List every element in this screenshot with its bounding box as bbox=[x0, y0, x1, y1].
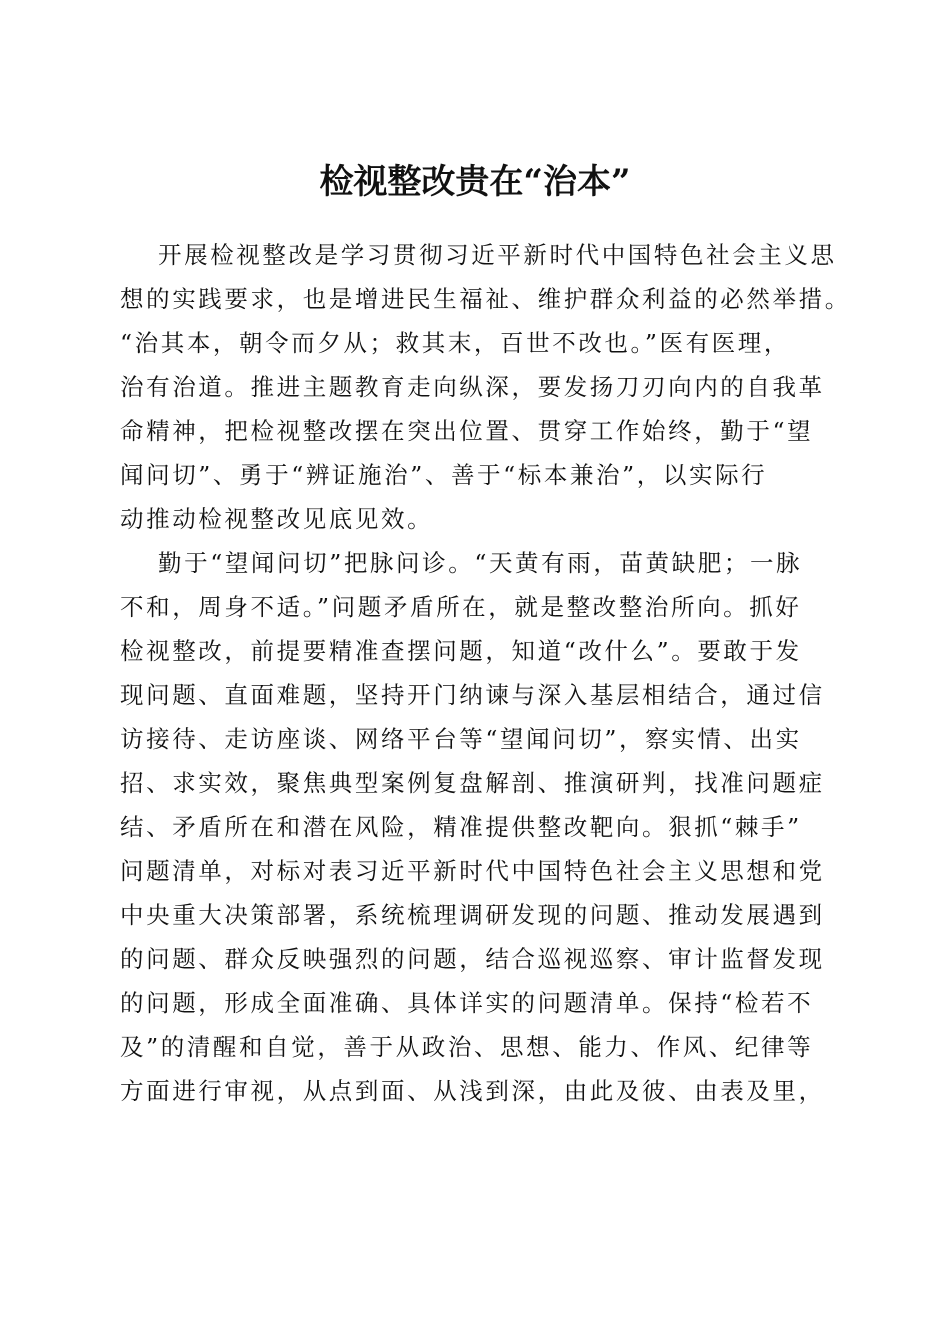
paragraph-line: 动推动检视整改见底见效。 bbox=[120, 505, 434, 533]
paragraph-line: 方面进行审视，从点到面、从浅到深，由此及彼、由表及里， bbox=[120, 1077, 825, 1105]
paragraph-line: 命精神，把检视整改摆在突出位置、贯穿工作始终，勤于“望 bbox=[120, 417, 814, 445]
paragraph-line: 中央重大决策部署，系统梳理调研发现的问题、推动发展遇到 bbox=[120, 901, 825, 929]
paragraph-line: “治其本，朝令而夕从；救其末，百世不改也。”医有医理， bbox=[120, 329, 790, 357]
paragraph-line: 问题清单，对标对表习近平新时代中国特色社会主义思想和党 bbox=[120, 857, 825, 885]
paragraph-line: 访接待、走访座谈、网络平台等“望闻问切”，察实情、出实 bbox=[120, 725, 802, 753]
paragraph-line: 治有治道。推进主题教育走向纵深，要发扬刀刃向内的自我革 bbox=[120, 373, 825, 401]
paragraph-line: 想的实践要求，也是增进民生福祉、维护群众利益的必然举措。 bbox=[120, 285, 851, 313]
paragraph-1 bbox=[120, 233, 851, 541]
paragraph-line: 的问题、群众反映强烈的问题，结合巡视巡察、审计监督发现 bbox=[120, 945, 825, 973]
paragraph-line: 现问题、直面难题，坚持开门纳谏与深入基层相结合，通过信 bbox=[120, 681, 825, 709]
document-title: 检视整改贵在“治本” bbox=[319, 161, 631, 202]
paragraph-line: 不和，周身不适。”问题矛盾所在，就是整改整治所向。抓好 bbox=[120, 593, 802, 621]
paragraph-2 bbox=[120, 541, 832, 1113]
document-body bbox=[120, 233, 851, 1113]
paragraph-line: 及”的清醒和自觉，善于从政治、思想、能力、作风、纪律等 bbox=[120, 1033, 814, 1061]
paragraph-line: 勤于“望闻问切”把脉问诊。“天黄有雨，苗黄缺肥；一脉 bbox=[158, 549, 803, 577]
paragraph-line: 的问题，形成全面准确、具体详实的问题清单。保持“检若不 bbox=[120, 989, 814, 1017]
paragraph-line: 闻问切”、勇于“辨证施治”、善于“标本兼治”，以实际行 bbox=[120, 461, 768, 489]
paragraph-line: 结、矛盾所在和潜在风险，精准提供整改靶向。狠抓“棘手” bbox=[120, 813, 802, 841]
paragraph-line: 开展检视整改是学习贯彻习近平新时代中国特色社会主义思 bbox=[158, 241, 837, 269]
paragraph-line: 招、求实效，聚焦典型案例复盘解剖、推演研判，找准问题症 bbox=[120, 769, 825, 797]
paragraph-line: 检视整改，前提要精准查摆问题，知道“改什么”。要敢于发 bbox=[120, 637, 802, 665]
